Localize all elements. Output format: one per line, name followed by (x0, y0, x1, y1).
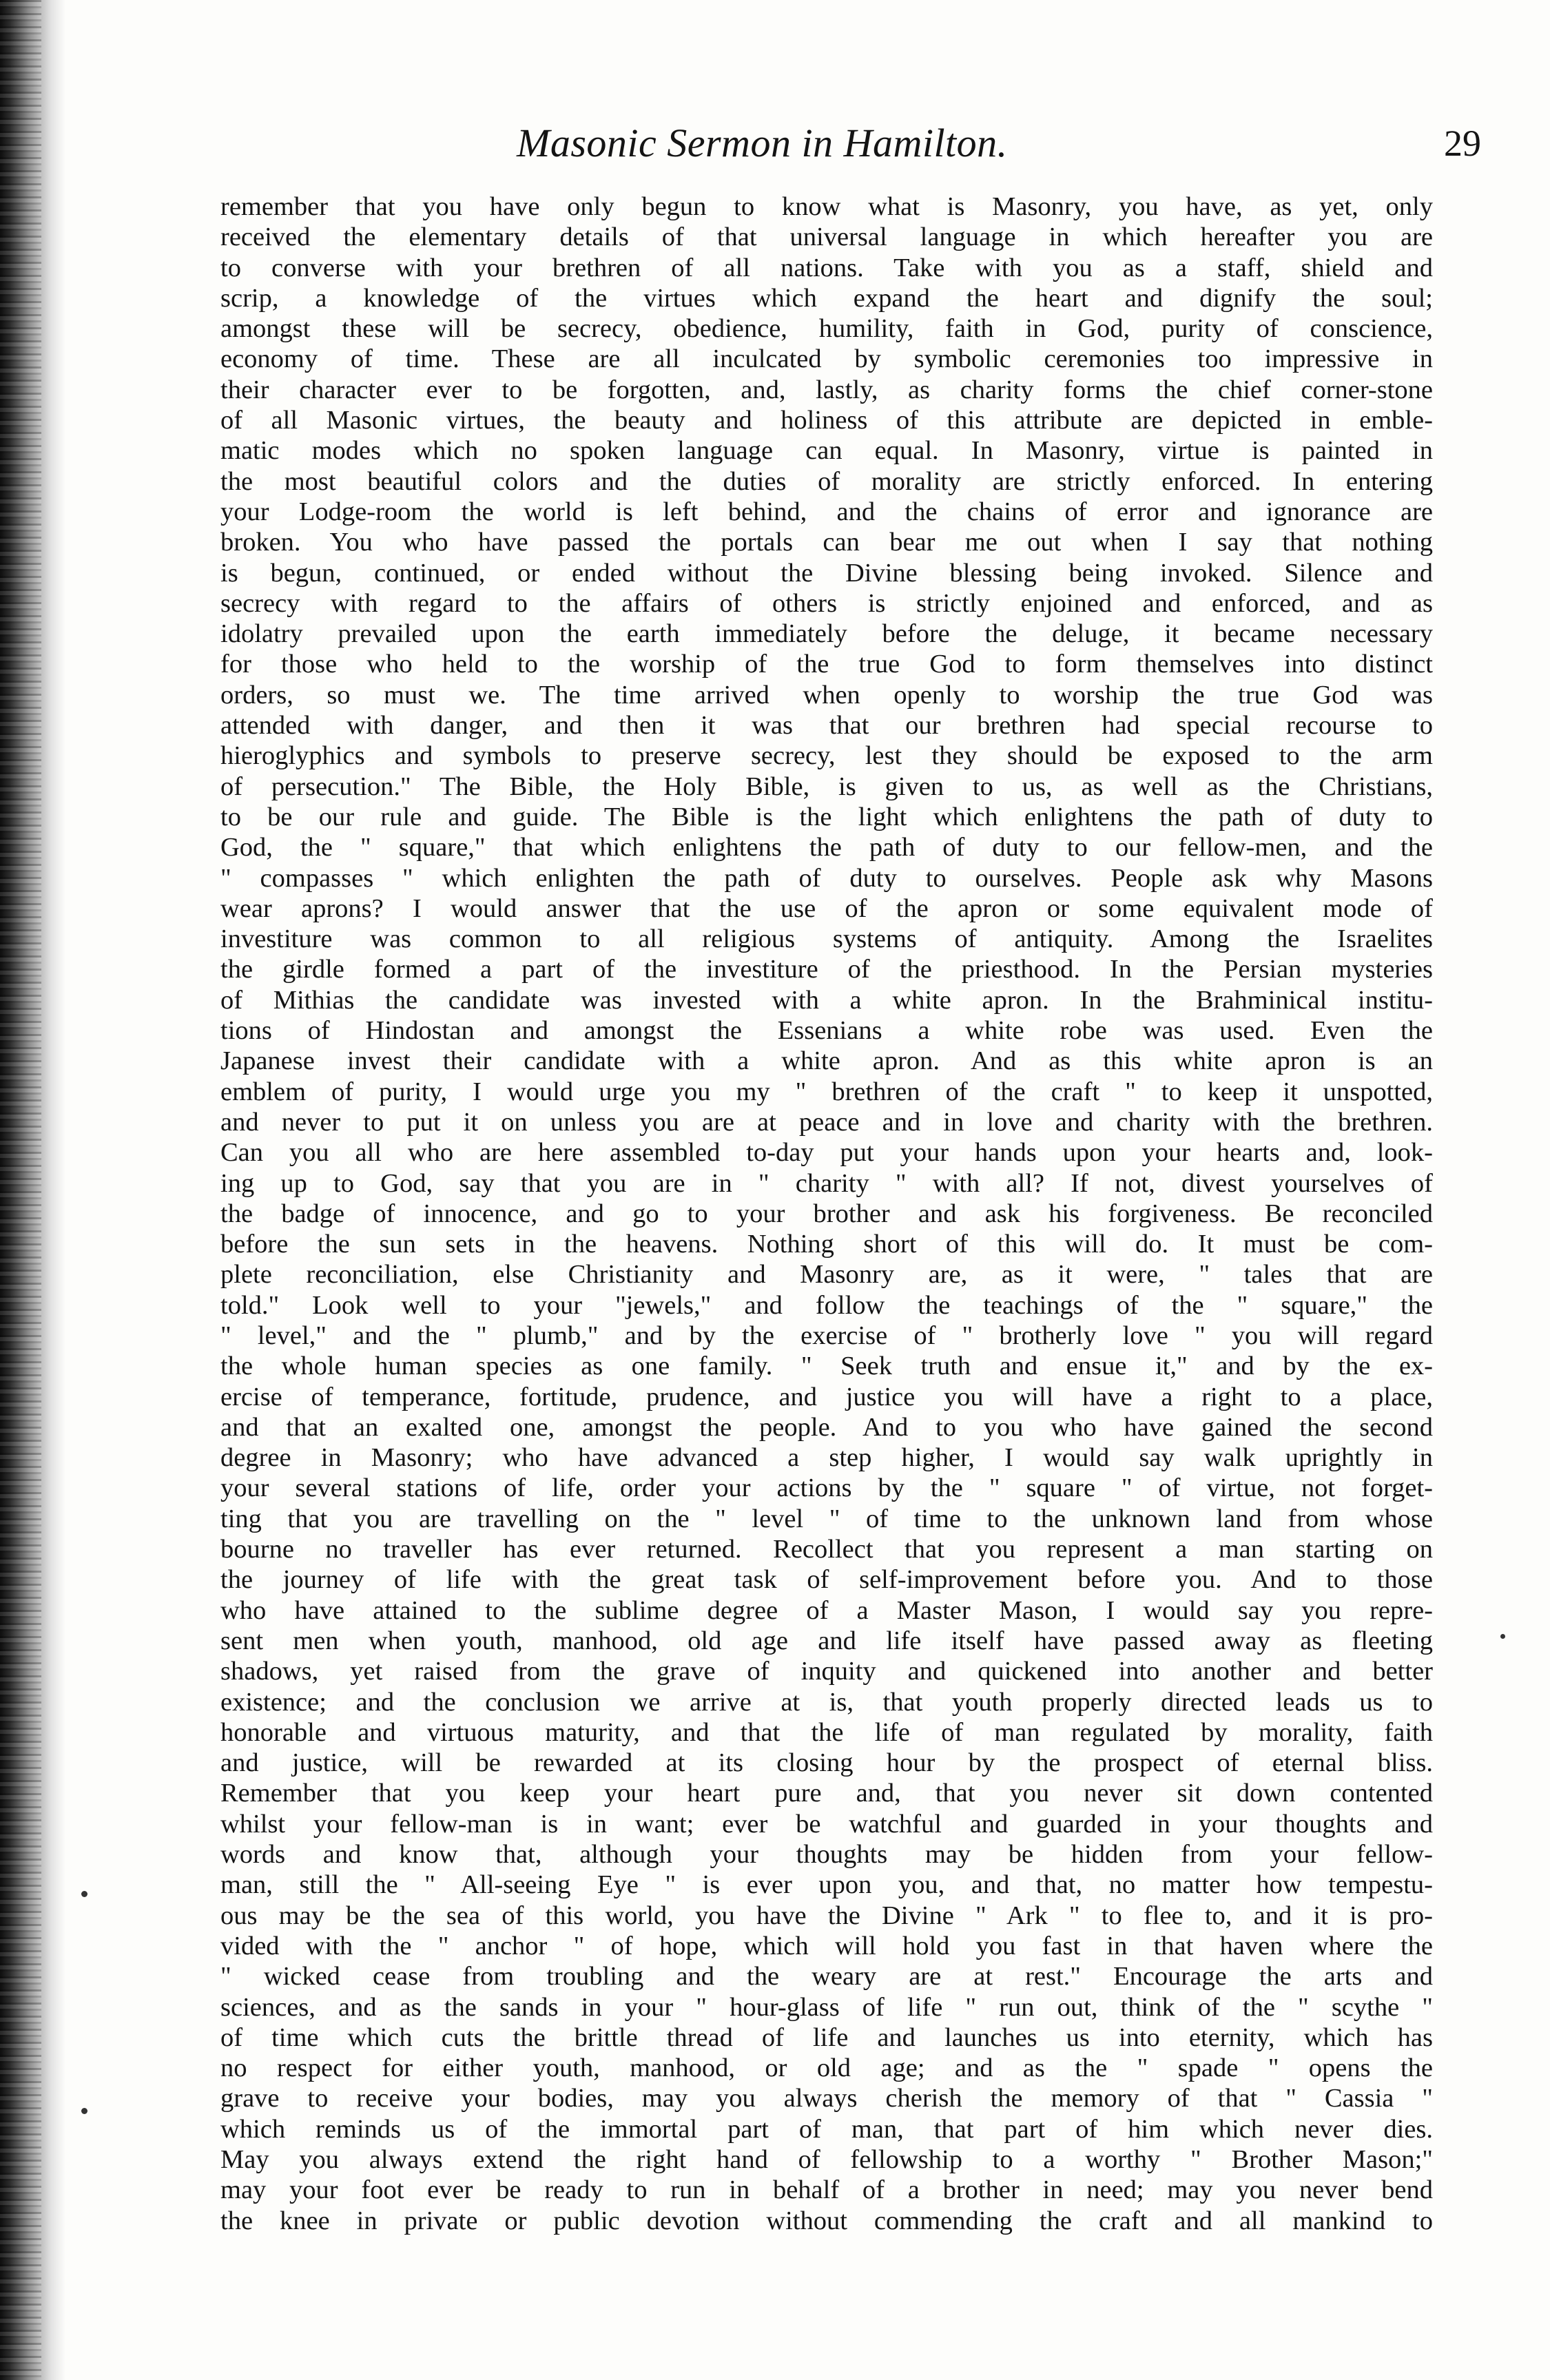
text-line: and never to put it on unless you are at peace and in love and charity with the brethren. (220, 1107, 1433, 1137)
text-line: received the elementary details of that universal language in which hereafter you are (220, 223, 1433, 252)
stray-mark (81, 1891, 87, 1897)
text-line: of all Masonic virtues, the beauty and holiness of this attribute are depicted in emble- (220, 406, 1433, 435)
text-line: the girdle formed a part of the investiture of the priesthood. In the Persian mysteries (220, 955, 1433, 984)
stray-mark (81, 2108, 87, 2114)
text-line: man, still the " All-seeing Eye " is ever upon you, and that, no matter how tempestu- (220, 1870, 1433, 1900)
text-line: " compasses " which enlighten the path of duty to ourselves. People ask why Masons (220, 863, 1433, 893)
text-line: scrip, a knowledge of the virtues which expand the heart and dignify the soul; (220, 283, 1433, 313)
text-line: ting that you are travelling on the " level " of time to the unknown land from whose (220, 1504, 1433, 1533)
text-line: to converse with your brethren of all nations. Take with you as a staff, shield and (220, 253, 1433, 282)
text-line: " level," and the " plumb," and by the exercise of " brotherly love " you will regard (220, 1321, 1433, 1350)
text-line: matic modes which no spoken language can equal. In Masonry, virtue is painted in (220, 436, 1433, 466)
text-line: bourne no traveller has ever returned. Recollect that you represent a man starting on (220, 1535, 1433, 1564)
text-line: degree in Masonry; who have advanced a step higher, I would say walk uprightly in (220, 1443, 1433, 1473)
text-line: may your foot ever be ready to run in behalf of a brother in need; may you never bend (220, 2175, 1433, 2205)
text-line: the journey of life with the great task of self-improvement before you. And to those (220, 1565, 1433, 1595)
text-line: economy of time. These are all inculcated by symbolic ceremonies too impressive in (220, 344, 1433, 374)
text-line: the knee in private or public devotion without commending the craft and all mankind to (220, 2206, 1433, 2235)
text-line: ercise of temperance, fortitude, prudence, and justice you will have a right to a place, (220, 1382, 1433, 1411)
text-line: shadows, yet raised from the grave of inquity and quickened into another and better (220, 1657, 1433, 1686)
text-line: of persecution." The Bible, the Holy Bible, is given to us, as well as the Christians, (220, 772, 1433, 801)
text-line: who have attained to the sublime degree of a Master Mason, I would say you repre- (220, 1595, 1433, 1625)
text-line: ing up to God, say that you are in " charity " with all? If not, divest yourselves of (220, 1168, 1433, 1198)
text-line: your several stations of life, order your actions by the " square " of virtue, not forget- (220, 1473, 1433, 1503)
text-line: their character ever to be forgotten, and, lastly, as charity forms the chief corner-stone (220, 375, 1433, 404)
text-line: to be our rule and guide. The Bible is the light which enlightens the path of duty to (220, 802, 1433, 831)
text-line: and justice, will be rewarded at its closing hour by the prospect of eternal bliss. (220, 1748, 1433, 1778)
text-line: wear aprons? I would answer that the use of the apron or some equivalent mode of (220, 893, 1433, 923)
text-line: is begun, continued, or ended without the Divine blessing being invoked. Silence and (220, 558, 1433, 588)
text-line: told." Look well to your "jewels," and follow the teachings of the " square," the (220, 1290, 1433, 1320)
text-line: grave to receive your bodies, may you always cherish the memory of that " Cassia " (220, 2084, 1433, 2113)
text-line: no respect for either youth, manhood, or old age; and as the " spade " opens the (220, 2053, 1433, 2083)
text-line: vided with the " anchor " of hope, which will hold you fast in that haven where the (220, 1931, 1433, 1960)
text-line: tions of Hindostan and amongst the Essenians a white robe was used. Even the (220, 1016, 1433, 1046)
text-line: " wicked cease from troubling and the weary are at rest." Encourage the arts and (220, 1962, 1433, 1991)
text-line: and that an exalted one, amongst the people. And to you who have gained the second (220, 1412, 1433, 1442)
text-line: which reminds us of the immortal part of man, that part of him which never dies. (220, 2114, 1433, 2144)
text-line: ous may be the sea of this world, you have the Divine " Ark " to flee to, and it is pro- (220, 1901, 1433, 1930)
text-line: secrecy with regard to the affairs of others is strictly enjoined and enforced, and as (220, 588, 1433, 618)
text-line: emblem of purity, I would urge you my " brethren of the craft " to keep it unspotted, (220, 1077, 1433, 1106)
text-line: amongst these will be secrecy, obedience, humility, faith in God, purity of conscience, (220, 314, 1433, 344)
text-line: of time which cuts the brittle thread of life and launches us into eternity, which has (220, 2022, 1433, 2052)
text-line: broken. You who have passed the portals can bear me out when I say that nothing (220, 528, 1433, 557)
text-line: honorable and virtuous maturity, and that the life of man regulated by morality, faith (220, 1717, 1433, 1747)
text-line: Remember that you keep your heart pure and, that you never sit down contented (220, 1779, 1433, 1808)
text-line: investiture was common to all religious systems of antiquity. Among the Israelites (220, 924, 1433, 954)
text-line: the badge of innocence, and go to your brother and ask his forgiveness. Be reconciled (220, 1199, 1433, 1228)
text-line: words and know that, although your thoughts may be hidden from your fellow- (220, 1840, 1433, 1870)
text-line: the whole human species as one family. " Seek truth and ensue it," and by the ex- (220, 1352, 1433, 1381)
text-line: attended with danger, and then it was that our brethren had special recourse to (220, 711, 1433, 741)
text-line: whilst your fellow-man is in want; ever be watchful and guarded in your thoughts and (220, 1809, 1433, 1839)
text-line: hieroglyphics and symbols to preserve secrecy, lest they should be exposed to the arm (220, 741, 1433, 771)
text-line: the most beautiful colors and the duties of morality are strictly enforced. In entering (220, 466, 1433, 496)
text-line: orders, so must we. The time arrived when openly to worship the true God was (220, 680, 1433, 710)
text-line: sent men when youth, manhood, old age and life itself have passed away as fleeting (220, 1626, 1433, 1655)
running-header (227, 116, 1481, 171)
stray-mark (1500, 1634, 1505, 1639)
text-line: before the sun sets in the heavens. Nothing short of this will do. It must be com- (220, 1230, 1433, 1259)
text-line: for those who held to the worship of the true God to form themselves into distinct (220, 650, 1433, 679)
text-line: of Mithias the candidate was invested with a white apron. In the Brahminical institu- (220, 985, 1433, 1015)
text-line: remember that you have only begun to know what is Masonry, you have, as yet, only (220, 192, 1433, 221)
text-line: God, the " square," that which enlightens the path of duty to our fellow-men, and the (220, 833, 1433, 862)
text-line: May you always extend the right hand of fellowship to a worthy " Brother Mason;" (220, 2145, 1433, 2174)
page-number: 29 (1444, 123, 1481, 164)
text-line: your Lodge-room the world is left behind, and the chains of error and ignorance are (220, 497, 1433, 526)
text-line: existence; and the conclusion we arrive at is, that youth properly directed leads us to (220, 1687, 1433, 1717)
text-line: idolatry prevailed upon the earth immediately before the deluge, it became necessary (220, 619, 1433, 649)
text-line: sciences, and as the sands in your " hour-glass of life " run out, think of the " scythe " (220, 1992, 1433, 2022)
running-title: Masonic Sermon in Hamilton. (517, 121, 1008, 165)
body-text (220, 192, 1433, 2236)
text-line: Japanese invest their candidate with a white apron. And as this white apron is an (220, 1046, 1433, 1076)
binding-gutter-streaks (0, 0, 41, 2380)
text-line: plete reconciliation, else Christianity and Masonry are, as it were, " tales that are (220, 1260, 1433, 1290)
text-line: Can you all who are here assembled to-day put your hands upon your hearts and, look- (220, 1138, 1433, 1168)
